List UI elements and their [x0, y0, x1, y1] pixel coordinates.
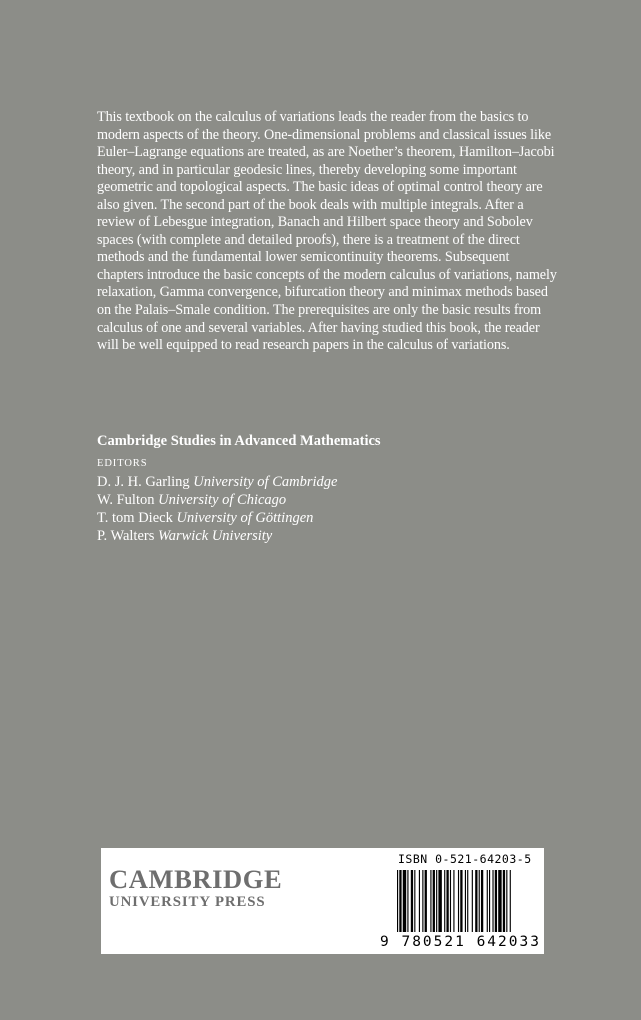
- publisher-subname: UNIVERSITY PRESS: [109, 894, 266, 910]
- barcode-bar: [467, 870, 468, 932]
- barcode-bar: [444, 870, 445, 932]
- barcode-bar: [492, 870, 493, 932]
- barcode-bar: [481, 870, 483, 932]
- editor-1: [97, 474, 337, 491]
- barcode-bar: [458, 870, 459, 932]
- barcode-bar: [399, 870, 401, 932]
- ean-number: 9 780521 642033: [380, 934, 541, 950]
- barcode-bar: [495, 870, 497, 932]
- barcode-bar: [479, 870, 480, 932]
- barcode-bar: [465, 870, 466, 932]
- barcode-bar: [506, 870, 507, 932]
- barcode-bar: [503, 870, 505, 932]
- barcode-bar: [438, 870, 441, 932]
- editor-affiliation: Warwick University: [158, 528, 273, 544]
- publisher-name: CAMBRIDGE: [109, 864, 283, 894]
- book-description: This textbook on the calculus of variations leads the reader from the basics to modern aspects of the theory. One-dimensional problems and classical issues like Euler–Lagrange equations are treated, as are Noether’s theorem, Hamilton–Jacobi theory, and in particular geodesic lines, thereby developing some important geometric and topological aspects. The basic ideas of optimal control theory are also given. The second part of the book deals with multiple integrals. After a review of Lebesgue integration, Banach and Hilbert space theory and Sobolev spaces (with complete and detailed proofs), there is a treatment of the direct methods and the fundamental lower semicontinuity theorems. Subsequent chapters introduce the basic concepts of the modern calculus of variations, namely relaxation, Gamma convergence, bifurcation theory and minimax methods based on the Palais–Smale condition. The prerequisites are only the basic results from calculus of one and several variables. After having studied this book, the reader will be well equipped to read research papers in the calculus of variations.: [97, 109, 557, 354]
- publisher-logo: [109, 865, 282, 910]
- barcode-bar: [407, 870, 408, 932]
- barcode-bar: [489, 870, 490, 932]
- editor-affiliation: University of Göttingen: [176, 510, 314, 526]
- barcode-bar: [450, 870, 451, 932]
- barcode-bar: [425, 870, 427, 932]
- barcode-bar: [436, 870, 437, 932]
- barcode-bar: [433, 870, 435, 932]
- barcode-bar: [411, 870, 413, 932]
- barcode-bar: [419, 870, 420, 932]
- editor-name: D. J. H. Garling: [97, 474, 190, 490]
- editor-2: [97, 492, 286, 509]
- barcode-bar: [487, 870, 488, 932]
- barcode-bar: [422, 870, 423, 932]
- editor-affiliation: University of Chicago: [158, 492, 287, 508]
- editors-label: EDITORS: [97, 458, 148, 469]
- series-title: Cambridge Studies in Advanced Mathematics: [97, 433, 381, 449]
- barcode-bar: [460, 870, 462, 932]
- barcode-bar: [397, 870, 398, 932]
- barcode-bar: [446, 870, 448, 932]
- barcode-bar: [453, 870, 454, 932]
- editor-name: W. Fulton: [97, 492, 155, 508]
- editor-3: [97, 510, 313, 527]
- barcode-bar: [414, 870, 415, 932]
- barcode-bar: [498, 870, 501, 932]
- barcode-bar: [475, 870, 477, 932]
- barcode-bar: [403, 870, 406, 932]
- editor-affiliation: University of Cambridge: [193, 474, 338, 490]
- barcode-bar: [510, 870, 511, 932]
- barcode-bar: [472, 870, 473, 932]
- editor-name: P. Walters: [97, 528, 155, 544]
- isbn-label: ISBN 0-521-64203-5: [398, 852, 532, 866]
- publisher-barcode-panel: [101, 848, 544, 954]
- barcode-bar: [430, 870, 431, 932]
- editor-name: T. tom Dieck: [97, 510, 173, 526]
- barcode-icon: [395, 870, 531, 932]
- editor-4: [97, 528, 272, 545]
